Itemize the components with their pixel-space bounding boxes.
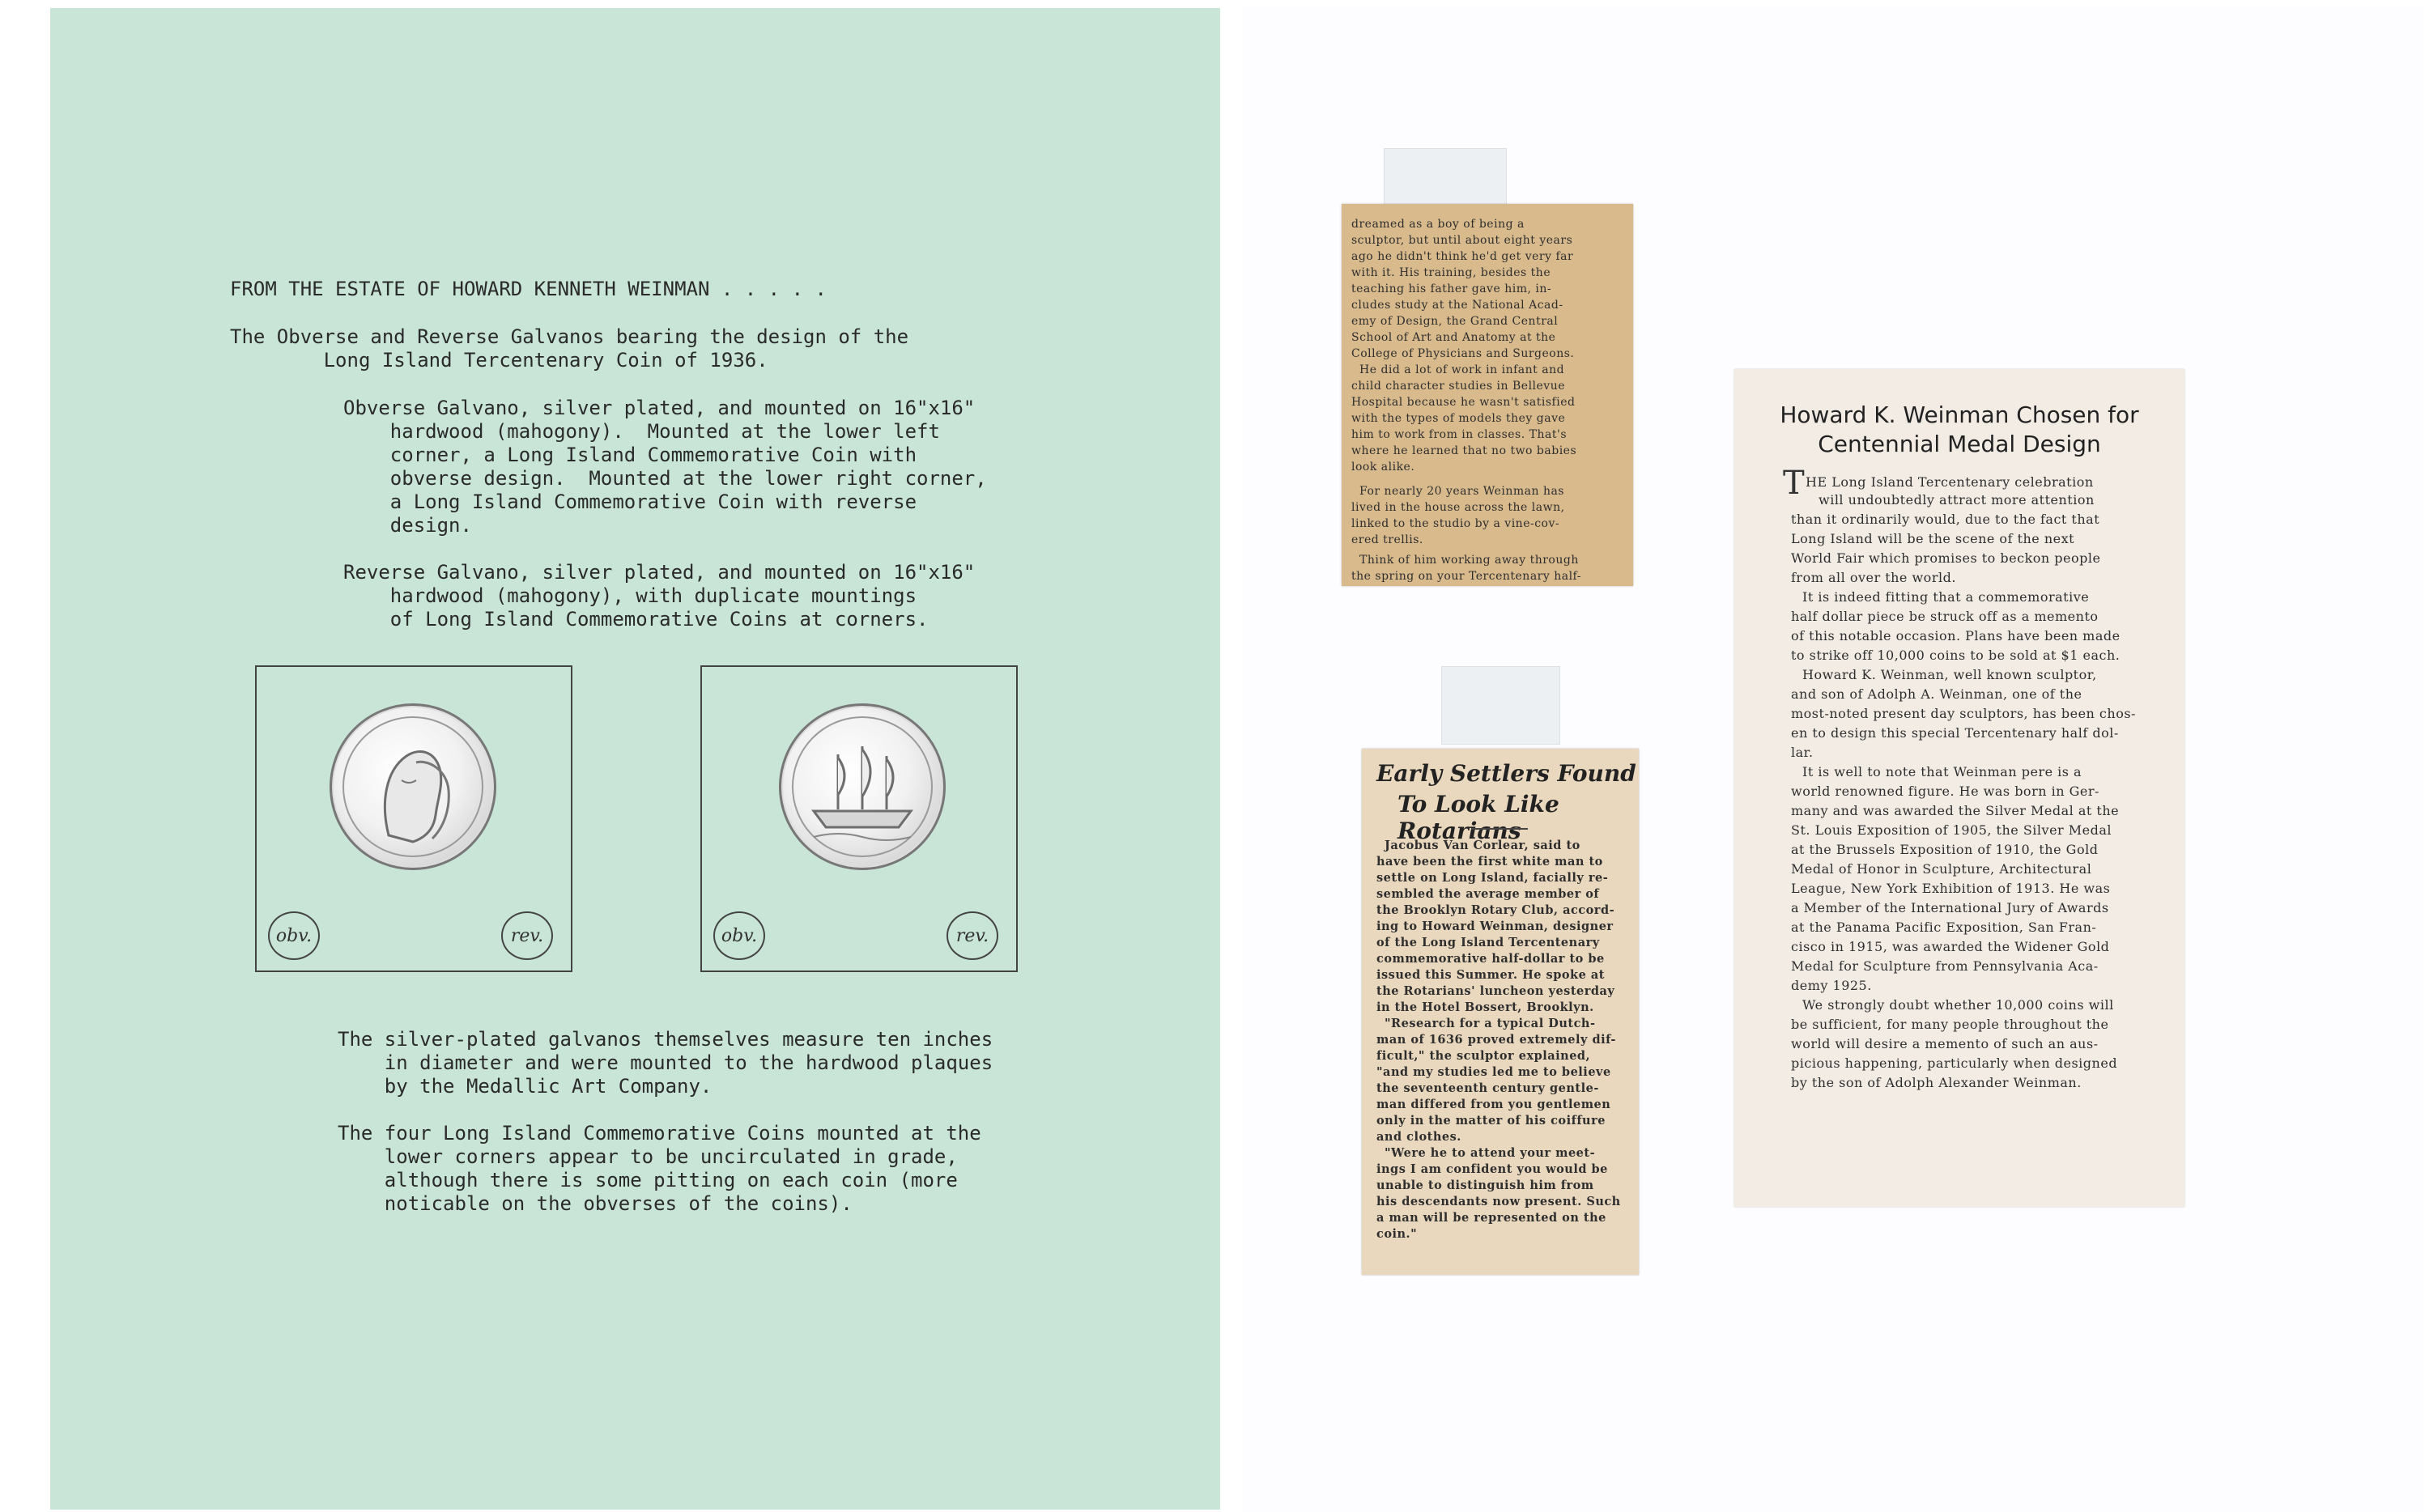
- drop-cap: T: [1783, 465, 1805, 502]
- settlers-line: the seventeenth century gentle-: [1376, 1081, 1599, 1095]
- medal-line: will undoubtedly attract more attention: [1819, 492, 2095, 508]
- obverse-line-2: hardwood (mahogony). Mounted at the lower left: [343, 420, 940, 443]
- settlers-line: man of 1636 proved extremely dif-: [1376, 1033, 1616, 1047]
- medal-line: be sufficient, for many people throughout the: [1791, 1017, 2109, 1032]
- clip-line: teaching his father gave him, in-: [1351, 282, 1552, 295]
- obverse-coin-image: [330, 703, 496, 870]
- medal-line: a Member of the International Jury of Awards: [1791, 900, 2109, 915]
- medal-line: most-noted present day sculptors, has been chos-: [1791, 706, 2136, 721]
- settlers-line: and clothes.: [1376, 1130, 1461, 1144]
- settlers-line: unable to distinguish him from: [1376, 1179, 1594, 1192]
- clip-line: sculptor, but until about eight years: [1351, 234, 1573, 247]
- measure-line-1: The silver-plated galvanos themselves measure ten inches: [338, 1028, 993, 1051]
- medal-line: Long Island will be the scene of the next: [1791, 531, 2075, 546]
- medal-line: Medal for Sculpture from Pennsylvania Aca-: [1791, 958, 2099, 974]
- medal-line: at the Brussels Exposition of 1910, the Gold: [1791, 842, 2099, 857]
- settlers-line: "Research for a typical Dutch-: [1385, 1017, 1596, 1030]
- estate-heading: FROM THE ESTATE OF HOWARD KENNETH WEINMAN . . . . .: [230, 278, 827, 300]
- intro-line-1: The Obverse and Reverse Galvanos bearing the design of the: [230, 325, 909, 348]
- settlers-line: ing to Howard Weinman, designer: [1376, 920, 1614, 933]
- settlers-line: only in the matter of his coiffure: [1376, 1114, 1606, 1128]
- clip-line: with the types of models they gave: [1351, 412, 1566, 425]
- settlers-line: his descendants now present. Such: [1376, 1195, 1621, 1208]
- obverse-line-4: obverse design. Mounted at the lower right corner,: [343, 467, 987, 490]
- medal-line: and son of Adolph A. Weinman, one of the: [1791, 686, 2082, 702]
- reverse-line-2: hardwood (mahogony), with duplicate mountings: [343, 584, 917, 607]
- settlers-line: have been the first white man to: [1376, 855, 1603, 869]
- medal-line: Medal of Honor in Sculpture, Architectural: [1791, 861, 2092, 877]
- clip-line: ago he didn't think he'd get very far: [1351, 250, 1574, 263]
- medal-line: many and was awarded the Silver Medal at the: [1791, 803, 2120, 818]
- clip-line: ered trellis.: [1351, 533, 1423, 546]
- medal-line: St. Louis Exposition of 1905, the Silver Medal: [1791, 822, 2112, 838]
- medal-line: lar.: [1791, 745, 1814, 760]
- medal-line: of this notable occasion. Plans have been made: [1791, 628, 2121, 643]
- coins-line-3: although there is some pitting on each coin (more: [338, 1169, 958, 1191]
- clipping-medal-design: [1734, 369, 2184, 1207]
- settlers-line: in the Hotel Bossert, Brooklyn.: [1376, 1000, 1594, 1014]
- clip-line: him to work from in classes. That's: [1351, 428, 1567, 441]
- coins-line-4: noticable on the obverses of the coins).: [338, 1192, 853, 1215]
- rev-label-circle: rev.: [501, 911, 553, 960]
- medal-line: We strongly doubt whether 10,000 coins will: [1802, 997, 2114, 1013]
- obverse-portrait-icon: [332, 706, 494, 868]
- medal-line: Howard K. Weinman, well known sculptor,: [1802, 667, 2097, 682]
- medal-line: by the son of Adolph Alexander Weinman.: [1791, 1075, 2082, 1090]
- obv-label-circle: obv.: [713, 911, 765, 960]
- clipping-weinman-profile: [1342, 204, 1633, 586]
- intro-line-2: Long Island Tercentenary Coin of 1936.: [230, 349, 768, 372]
- coins-line-1: The four Long Island Commemorative Coins mounted at the: [338, 1122, 981, 1145]
- medal-headline-2: Centennial Medal Design: [1818, 431, 2101, 457]
- settlers-line: Jacobus Van Corlear, said to: [1385, 839, 1580, 852]
- settlers-headline-2: To Look Like Rotarians: [1397, 791, 1559, 844]
- medal-line: It is indeed fitting that a commemorative: [1802, 589, 2090, 605]
- settlers-line: the Rotarians' luncheon yesterday: [1376, 984, 1615, 998]
- estate-document-sheet: [50, 8, 1220, 1510]
- medal-line: half dollar piece be struck off as a memento: [1791, 609, 2099, 624]
- medal-line: picious happening, particularly when designed: [1791, 1055, 2118, 1071]
- medal-line: world will desire a memento of such an aus-: [1791, 1036, 2099, 1051]
- obverse-line-1: Obverse Galvano, silver plated, and mounted on 16"x16": [343, 397, 976, 419]
- coins-line-2: lower corners appear to be uncirculated in grade,: [338, 1145, 958, 1168]
- clip-line: For nearly 20 years Weinman has: [1359, 485, 1564, 498]
- settlers-line: commemorative half-dollar to be: [1376, 952, 1605, 966]
- obverse-line-6: design.: [343, 514, 472, 537]
- medal-line: League, New York Exhibition of 1913. He was: [1791, 881, 2111, 896]
- clip-line: College of Physicians and Surgeons.: [1351, 347, 1575, 360]
- settlers-line: the Brooklyn Rotary Club, accord-: [1376, 903, 1615, 917]
- clip-line: the spring on your Tercentenary half-: [1351, 570, 1581, 583]
- settlers-line: sembled the average member of: [1376, 887, 1600, 901]
- clipping-early-settlers: [1362, 749, 1639, 1275]
- clip-line: Hospital because he wasn't satisfied: [1351, 396, 1576, 409]
- clip-line: emy of Design, the Grand Central: [1351, 315, 1559, 328]
- clip-line: School of Art and Anatomy at the: [1351, 331, 1556, 344]
- settlers-line: a man will be represented on the: [1376, 1211, 1606, 1225]
- medal-line: en to design this special Tercentenary half dol-: [1791, 725, 2119, 741]
- clip-line: cludes study at the National Acad-: [1351, 299, 1563, 312]
- tape-strip: [1441, 666, 1560, 745]
- settlers-line: ings I am confident you would be: [1376, 1162, 1608, 1176]
- settlers-line: of the Long Island Tercentenary: [1376, 936, 1600, 949]
- measure-line-3: by the Medallic Art Company.: [338, 1075, 713, 1098]
- settlers-line: coin.": [1376, 1227, 1418, 1241]
- settlers-headline-1: Early Settlers Found: [1376, 760, 1636, 787]
- medal-line: at the Panama Pacific Exposition, San Fran-: [1791, 920, 2097, 935]
- obverse-line-5: a Long Island Commemorative Coin with reverse: [343, 491, 917, 513]
- settlers-line: settle on Long Island, facially re-: [1376, 871, 1609, 885]
- medal-line: than it ordinarily would, due to the fact that: [1791, 512, 2100, 527]
- clip-line: linked to the studio by a vine-cov-: [1351, 517, 1560, 530]
- medal-line: cisco in 1915, was awarded the Widener Gold: [1791, 939, 2110, 954]
- clip-line: child character studies in Bellevue: [1351, 380, 1566, 393]
- clip-line: where he learned that no two babies: [1351, 444, 1577, 457]
- headline-rule: [1471, 828, 1528, 830]
- scrapbook-sheet: [1242, 6, 2424, 1512]
- measure-line-2: in diameter and were mounted to the hardwood plaques: [338, 1051, 993, 1074]
- clip-line: dreamed as a boy of being a: [1351, 218, 1525, 231]
- reverse-galvano-photo: [700, 665, 1018, 972]
- obverse-galvano-photo: [255, 665, 572, 972]
- medal-line: from all over the world.: [1791, 570, 1956, 585]
- clip-line: lived in the house across the lawn,: [1351, 501, 1565, 514]
- sailing-ship-icon: [781, 706, 943, 868]
- settlers-line: issued this Summer. He spoke at: [1376, 968, 1605, 982]
- clip-line: look alike.: [1351, 461, 1415, 474]
- reverse-coin-image: [779, 703, 946, 870]
- clip-line: with it. His training, besides the: [1351, 266, 1551, 279]
- clip-line: Think of him working away through: [1359, 554, 1579, 567]
- medal-line: to strike off 10,000 coins to be sold at $1 each.: [1791, 648, 2121, 663]
- medal-line: HE Long Island Tercentenary celebration: [1806, 474, 2094, 490]
- medal-line: demy 1925.: [1791, 978, 1872, 993]
- medal-headline-1: Howard K. Weinman Chosen for: [1780, 401, 2139, 428]
- settlers-line: man differed from you gentlemen: [1376, 1098, 1611, 1111]
- settlers-line: "and my studies led me to believe: [1376, 1065, 1611, 1079]
- medal-line: world renowned figure. He was born in Ger-: [1791, 784, 2099, 799]
- clip-line: He did a lot of work in infant and: [1359, 363, 1565, 376]
- reverse-line-3: of Long Island Commemorative Coins at corners.: [343, 608, 929, 631]
- settlers-line: ficult," the sculptor explained,: [1376, 1049, 1591, 1063]
- settlers-line: "Were he to attend your meet-: [1385, 1146, 1596, 1160]
- reverse-line-1: Reverse Galvano, silver plated, and mounted on 16"x16": [343, 561, 976, 584]
- obv-label-circle: obv.: [268, 911, 320, 960]
- rev-label-circle: rev.: [947, 911, 998, 960]
- medal-line: It is well to note that Weinman pere is a: [1802, 764, 2082, 779]
- obverse-line-3: corner, a Long Island Commemorative Coin with: [343, 444, 917, 466]
- medal-line: World Fair which promises to beckon people: [1791, 550, 2101, 566]
